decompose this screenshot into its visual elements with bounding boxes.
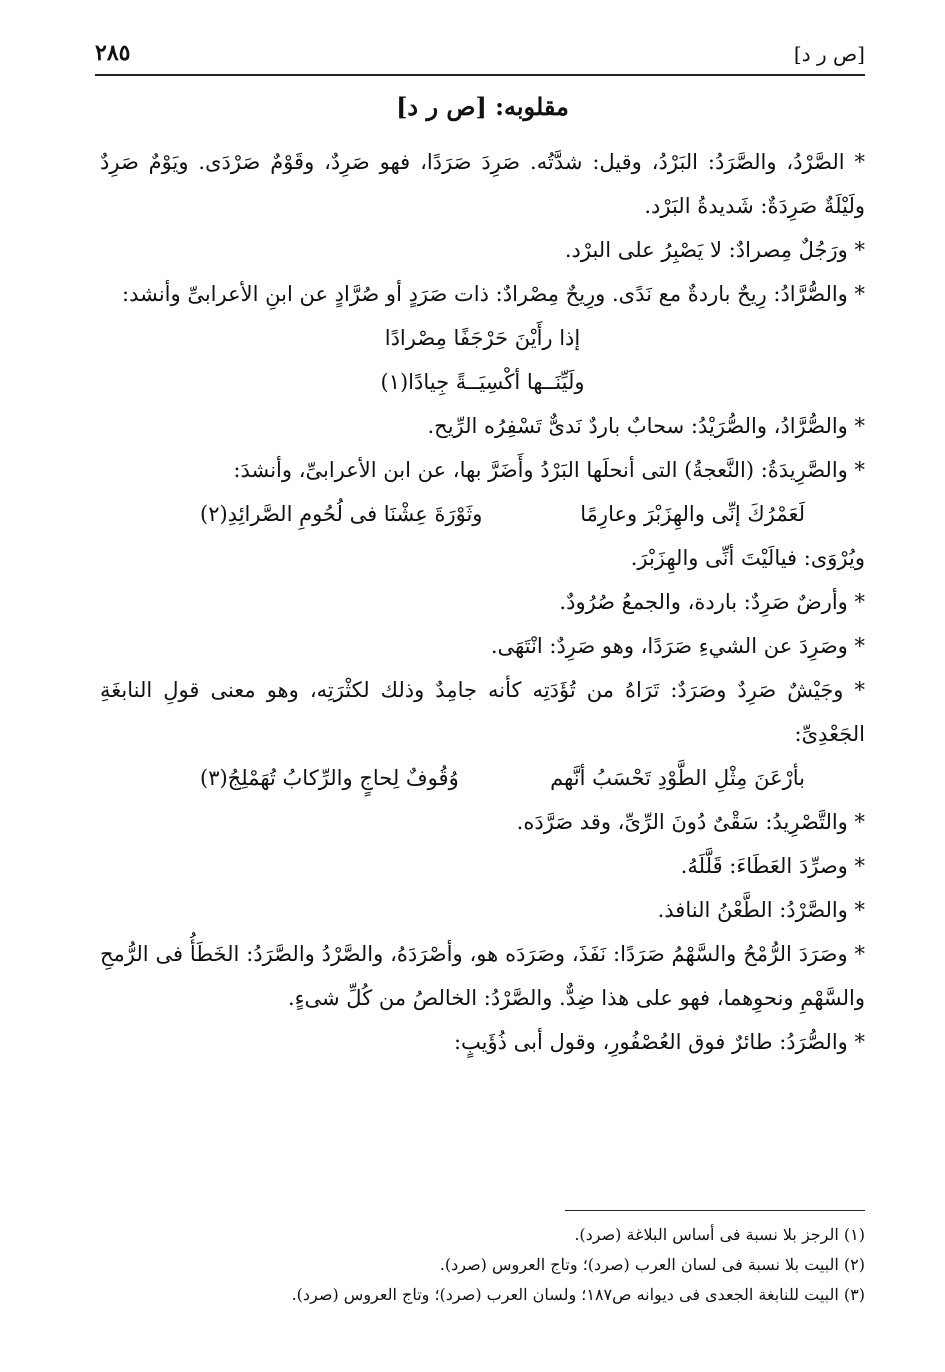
footnotes — [100, 1220, 865, 1310]
paragraph-surad-bird: * والصُّرَدُ: طائرٌ فوق العُصْفُورِ، وقول أبى ذُؤَيبٍ: — [453, 1030, 865, 1054]
paragraph-sarada-rumh: * وصَرَدَ الرُّمْحُ والسَّهْمُ صَرَدًا: نَفَذَ، وصَرَدَه هو، وأصْرَدَهُ، والصَّرْدُ والصَّرَدُ: الخَطَأُ فى الرُّمحِ والسَّهْمِ ونحوِهما، فهو على هذا ضِدٌّ. والصَّرْدُ: الخالصُ من كُلِّ شىءٍ. — [100, 942, 865, 1010]
section-title: مقلوبه: [ص ر د] — [396, 92, 569, 121]
verse-hemistich: لَعَمْرُكَ إنِّى والهِزَبْرَ وعارِمًا — [580, 502, 805, 526]
page-number: ٢٨٥ — [95, 40, 131, 66]
verse-couplet — [100, 492, 865, 536]
verse-hemistich: وثَوْرَةَ عِشْنَا فى لُحُومِ الصَّرائِدِ(٢) — [200, 502, 483, 526]
paragraph-surrad: * والصُّرَّادُ: رِيحٌ باردةٌ مع نَدًى. ورِيحٌ مِصْرادٌ: ذات صَرَدٍ أو صُرَّادٍ عن ابنِ الأعرابىِّ وأنشد: — [122, 282, 865, 306]
footnote-divider — [565, 1210, 865, 1211]
paragraph-surayd: * والصُّرَّادُ، والصُّرَيْدُ: سحابٌ باردٌ نَدىٌّ تَسْفِرُه الرِّيح. — [427, 414, 865, 438]
verse-hemistich: بأرْعَنَ مِثْلِ الطَّوْدِ تَحْسَبُ أنَّهم — [550, 766, 805, 790]
header-root-label: [ص ر د] — [793, 42, 865, 66]
footnote-3: (٣) البيت للنابغة الجعدى فى ديوانه ص١٨٧؛ ولسان العرب (صرد)؛ وتاج العروس (صرد). — [291, 1285, 865, 1304]
verse-line: ولَيِّنَــها أكْسِيَــةً جِيادًا(١) — [380, 370, 585, 394]
running-header — [95, 38, 865, 76]
footnote-1: (١) الرجز بلا نسبة فى أساس البلاغة (صرد). — [574, 1225, 865, 1244]
paragraph-sard-definition: * الصَّرْدُ، والصَّرَدُ: البَرْدُ، وقيل: شدَّتُه. صَرِدَ صَرَدًا، فهو صَرِدٌ، وقَوْمٌ صَرْدَى. ويَوْمٌ صَرِدٌ ولَيْلَةٌ صَرِدَةٌ: شَديدةُ البَرْد. — [100, 150, 865, 218]
paragraph-sarrada-ata: * وصرِّدَ العَطَاءَ: قَلَّلَهُ. — [680, 854, 865, 878]
paragraph-jaysh-sarid: * وجَيْشٌ صَرِدٌ وصَرَدٌ: تَرَاهُ من تُؤَدَتِه كأنه جامِدٌ وذلك لكثْرَتِه، وهو معنى قولِ النابغَةِ الجَعْدِىِّ: — [100, 678, 865, 746]
paragraph-sarida-intaha: * وصَرِدَ عن الشيءِ صَرَدًا، وهو صَرِدٌ: انْتَهَى. — [490, 634, 865, 658]
verse-line: إذا رأَيْنَ حَرْجَفًا مِصْرادًا — [384, 326, 581, 350]
footnote-2: (٢) البيت بلا نسبة فى لسان العرب (صرد)؛ وتاج العروس (صرد). — [439, 1255, 865, 1274]
paragraph-tasrid: * والتَّصْرِيدُ: سَقْىٌ دُونَ الرِّىِّ، وقد صَرَّدَه. — [516, 810, 865, 834]
paragraph-sard-tan: * والصَّرْدُ: الطَّعْنُ النافذ. — [657, 898, 865, 922]
rajaz-verse — [100, 316, 865, 404]
paragraph-ard-sarid: * وأرضٌ صَرِدٌ: باردة، والجمعُ صُرُودٌ. — [559, 590, 865, 614]
verse-hemistich: وُقُوفٌ لِحاجٍ والرِّكابُ تُهَمْلِجُ(٣) — [200, 766, 459, 790]
entry-body — [100, 140, 865, 1064]
paragraph-misrad: * ورَجُلٌ مِصرادٌ: لا يَصْبِرُ على البرْد. — [564, 238, 865, 262]
paragraph-variant-reading: ويُرْوَى: فيالَيْتَ أنِّى والهِزَبْرَ. — [630, 546, 865, 570]
verse-couplet — [100, 756, 865, 800]
paragraph-sarida: * والصَّرِيدَةُ: (النَّعجةُ) التى أنحلَها البَرْدُ وأَضَرَّ بها، عن ابن الأعرابىِّ، وأنشدَ: — [233, 458, 865, 482]
